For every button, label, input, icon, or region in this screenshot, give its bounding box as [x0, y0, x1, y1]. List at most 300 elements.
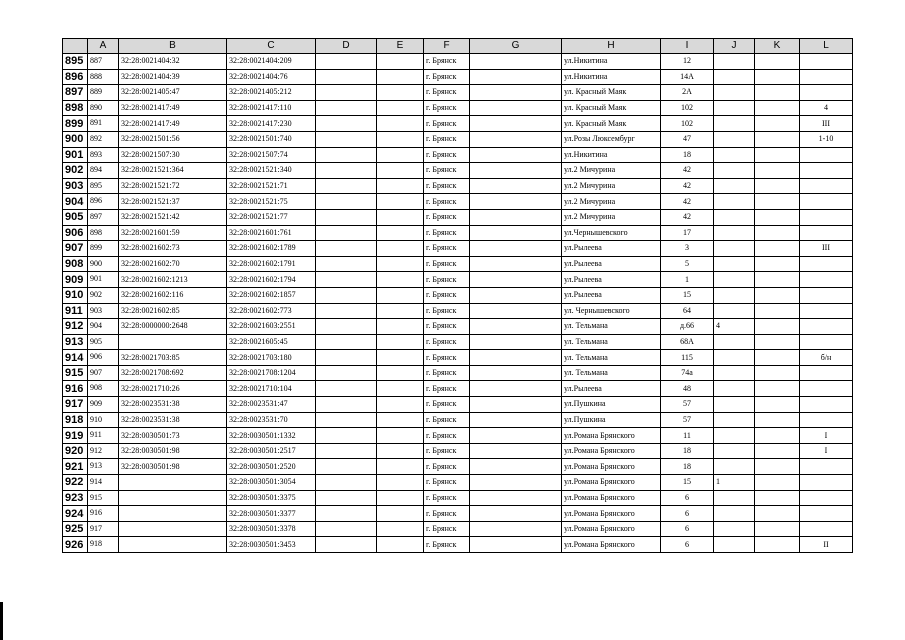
- row-number[interactable]: 903: [63, 178, 88, 194]
- cell-j[interactable]: [714, 459, 755, 475]
- column-header-f[interactable]: F: [424, 39, 470, 54]
- cell-h[interactable]: ул. Тельмана: [562, 319, 661, 335]
- cell-d[interactable]: [316, 85, 377, 101]
- cell-g[interactable]: [470, 100, 562, 116]
- cell-h[interactable]: ул.Рылеева: [562, 241, 661, 257]
- cell-a[interactable]: 888: [88, 69, 119, 85]
- cell-g[interactable]: [470, 397, 562, 413]
- row-number[interactable]: 921: [63, 459, 88, 475]
- cell-h[interactable]: ул.Пушкина: [562, 397, 661, 413]
- cell-l[interactable]: [800, 381, 853, 397]
- row-number[interactable]: 910: [63, 287, 88, 303]
- cell-i[interactable]: 12: [661, 54, 714, 70]
- cell-h[interactable]: ул.Рылеева: [562, 287, 661, 303]
- cell-e[interactable]: [377, 350, 424, 366]
- cell-l[interactable]: [800, 194, 853, 210]
- cell-j[interactable]: [714, 381, 755, 397]
- cell-j[interactable]: [714, 178, 755, 194]
- cell-f[interactable]: г. Брянск: [424, 178, 470, 194]
- cell-b[interactable]: [119, 334, 227, 350]
- cell-j[interactable]: [714, 256, 755, 272]
- cell-b[interactable]: 32:28:0021417:49: [119, 116, 227, 132]
- cell-b[interactable]: [119, 475, 227, 491]
- cell-d[interactable]: [316, 319, 377, 335]
- cell-l[interactable]: [800, 303, 853, 319]
- cell-g[interactable]: [470, 131, 562, 147]
- cell-f[interactable]: г. Брянск: [424, 131, 470, 147]
- cell-i[interactable]: 15: [661, 287, 714, 303]
- cell-k[interactable]: [755, 272, 800, 288]
- cell-e[interactable]: [377, 319, 424, 335]
- cell-j[interactable]: [714, 490, 755, 506]
- cell-a[interactable]: 906: [88, 350, 119, 366]
- cell-c[interactable]: 32:28:0021501:740: [227, 131, 316, 147]
- cell-i[interactable]: 57: [661, 412, 714, 428]
- column-header-k[interactable]: K: [755, 39, 800, 54]
- cell-a[interactable]: 908: [88, 381, 119, 397]
- cell-b[interactable]: 32:28:0021602:85: [119, 303, 227, 319]
- row-number[interactable]: 924: [63, 506, 88, 522]
- cell-j[interactable]: [714, 209, 755, 225]
- cell-i[interactable]: 48: [661, 381, 714, 397]
- cell-e[interactable]: [377, 194, 424, 210]
- cell-g[interactable]: [470, 178, 562, 194]
- cell-f[interactable]: г. Брянск: [424, 85, 470, 101]
- cell-g[interactable]: [470, 116, 562, 132]
- cell-d[interactable]: [316, 116, 377, 132]
- cell-j[interactable]: [714, 147, 755, 163]
- cell-a[interactable]: 889: [88, 85, 119, 101]
- column-header-j[interactable]: J: [714, 39, 755, 54]
- cell-b[interactable]: 32:28:0021521:72: [119, 178, 227, 194]
- cell-f[interactable]: г. Брянск: [424, 147, 470, 163]
- cell-h[interactable]: ул.Рылеева: [562, 256, 661, 272]
- cell-e[interactable]: [377, 241, 424, 257]
- row-number[interactable]: 918: [63, 412, 88, 428]
- cell-j[interactable]: 1: [714, 475, 755, 491]
- cell-g[interactable]: [470, 412, 562, 428]
- cell-l[interactable]: II: [800, 537, 853, 553]
- column-header-g[interactable]: G: [470, 39, 562, 54]
- column-header-i[interactable]: I: [661, 39, 714, 54]
- cell-a[interactable]: 891: [88, 116, 119, 132]
- cell-i[interactable]: д.66: [661, 319, 714, 335]
- cell-k[interactable]: [755, 225, 800, 241]
- cell-a[interactable]: 909: [88, 397, 119, 413]
- cell-g[interactable]: [470, 147, 562, 163]
- cell-i[interactable]: 68А: [661, 334, 714, 350]
- cell-h[interactable]: ул.Рылеева: [562, 272, 661, 288]
- cell-l[interactable]: [800, 69, 853, 85]
- cell-g[interactable]: [470, 365, 562, 381]
- cell-a[interactable]: 898: [88, 225, 119, 241]
- cell-j[interactable]: [714, 272, 755, 288]
- cell-l[interactable]: [800, 521, 853, 537]
- cell-d[interactable]: [316, 209, 377, 225]
- cell-k[interactable]: [755, 443, 800, 459]
- cell-a[interactable]: 914: [88, 475, 119, 491]
- cell-k[interactable]: [755, 100, 800, 116]
- cell-g[interactable]: [470, 319, 562, 335]
- cell-i[interactable]: 6: [661, 506, 714, 522]
- cell-c[interactable]: 32:28:0021521:77: [227, 209, 316, 225]
- cell-g[interactable]: [470, 334, 562, 350]
- cell-b[interactable]: 32:28:0021708:692: [119, 365, 227, 381]
- cell-j[interactable]: 4: [714, 319, 755, 335]
- cell-b[interactable]: 32:28:0021521:37: [119, 194, 227, 210]
- cell-l[interactable]: [800, 459, 853, 475]
- cell-i[interactable]: 3: [661, 241, 714, 257]
- cell-d[interactable]: [316, 241, 377, 257]
- cell-i[interactable]: 64: [661, 303, 714, 319]
- cell-i[interactable]: 42: [661, 209, 714, 225]
- cell-d[interactable]: [316, 131, 377, 147]
- cell-k[interactable]: [755, 412, 800, 428]
- cell-g[interactable]: [470, 209, 562, 225]
- cell-e[interactable]: [377, 365, 424, 381]
- cell-e[interactable]: [377, 381, 424, 397]
- cell-a[interactable]: 907: [88, 365, 119, 381]
- cell-f[interactable]: г. Брянск: [424, 381, 470, 397]
- cell-g[interactable]: [470, 287, 562, 303]
- cell-d[interactable]: [316, 178, 377, 194]
- cell-j[interactable]: [714, 428, 755, 444]
- cell-f[interactable]: г. Брянск: [424, 537, 470, 553]
- cell-d[interactable]: [316, 381, 377, 397]
- cell-j[interactable]: [714, 131, 755, 147]
- cell-b[interactable]: 32:28:0023531:38: [119, 412, 227, 428]
- cell-h[interactable]: ул.Романа Брянского: [562, 537, 661, 553]
- cell-c[interactable]: 32:28:0030501:3375: [227, 490, 316, 506]
- cell-e[interactable]: [377, 100, 424, 116]
- row-number[interactable]: 925: [63, 521, 88, 537]
- cell-a[interactable]: 917: [88, 521, 119, 537]
- cell-l[interactable]: [800, 506, 853, 522]
- column-header-l[interactable]: L: [800, 39, 853, 54]
- cell-i[interactable]: 11: [661, 428, 714, 444]
- column-header-b[interactable]: B: [119, 39, 227, 54]
- cell-b[interactable]: 32:28:0021521:364: [119, 163, 227, 179]
- cell-b[interactable]: [119, 490, 227, 506]
- cell-i[interactable]: 102: [661, 100, 714, 116]
- cell-k[interactable]: [755, 459, 800, 475]
- cell-f[interactable]: г. Брянск: [424, 163, 470, 179]
- cell-e[interactable]: [377, 303, 424, 319]
- row-number[interactable]: 897: [63, 85, 88, 101]
- cell-l[interactable]: [800, 334, 853, 350]
- cell-k[interactable]: [755, 319, 800, 335]
- cell-l[interactable]: [800, 225, 853, 241]
- cell-g[interactable]: [470, 537, 562, 553]
- cell-a[interactable]: 901: [88, 272, 119, 288]
- cell-a[interactable]: 899: [88, 241, 119, 257]
- cell-b[interactable]: [119, 506, 227, 522]
- row-number[interactable]: 926: [63, 537, 88, 553]
- cell-b[interactable]: 32:28:0021602:116: [119, 287, 227, 303]
- row-number[interactable]: 907: [63, 241, 88, 257]
- cell-k[interactable]: [755, 475, 800, 491]
- cell-a[interactable]: 905: [88, 334, 119, 350]
- cell-f[interactable]: г. Брянск: [424, 225, 470, 241]
- cell-g[interactable]: [470, 350, 562, 366]
- row-number[interactable]: 895: [63, 54, 88, 70]
- row-number[interactable]: 912: [63, 319, 88, 335]
- cell-l[interactable]: [800, 412, 853, 428]
- cell-h[interactable]: ул. Красный Маяк: [562, 100, 661, 116]
- cell-c[interactable]: 32:28:0023531:70: [227, 412, 316, 428]
- cell-d[interactable]: [316, 428, 377, 444]
- cell-b[interactable]: 32:28:0023531:38: [119, 397, 227, 413]
- cell-h[interactable]: ул.Пушкина: [562, 412, 661, 428]
- cell-c[interactable]: 32:28:0021404:209: [227, 54, 316, 70]
- cell-j[interactable]: [714, 116, 755, 132]
- cell-c[interactable]: 32:28:0021521:71: [227, 178, 316, 194]
- cell-b[interactable]: 32:28:0021507:30: [119, 147, 227, 163]
- cell-b[interactable]: 32:28:0021602:73: [119, 241, 227, 257]
- cell-l[interactable]: [800, 178, 853, 194]
- cell-h[interactable]: ул.Розы Люксембург: [562, 131, 661, 147]
- cell-h[interactable]: ул.Никитина: [562, 147, 661, 163]
- cell-l[interactable]: III: [800, 116, 853, 132]
- cell-b[interactable]: 32:28:0021601:59: [119, 225, 227, 241]
- cell-j[interactable]: [714, 365, 755, 381]
- cell-b[interactable]: 32:28:0021703:85: [119, 350, 227, 366]
- cell-h[interactable]: ул.2 Мичурина: [562, 178, 661, 194]
- cell-d[interactable]: [316, 194, 377, 210]
- cell-e[interactable]: [377, 147, 424, 163]
- cell-f[interactable]: г. Брянск: [424, 350, 470, 366]
- row-number[interactable]: 909: [63, 272, 88, 288]
- cell-i[interactable]: 15: [661, 475, 714, 491]
- cell-i[interactable]: 115: [661, 350, 714, 366]
- cell-l[interactable]: [800, 287, 853, 303]
- cell-g[interactable]: [470, 381, 562, 397]
- cell-l[interactable]: [800, 209, 853, 225]
- cell-b[interactable]: 32:28:0021602:70: [119, 256, 227, 272]
- cell-e[interactable]: [377, 287, 424, 303]
- cell-b[interactable]: 32:28:0030501:98: [119, 459, 227, 475]
- column-header-a[interactable]: A: [88, 39, 119, 54]
- cell-i[interactable]: 2А: [661, 85, 714, 101]
- cell-f[interactable]: г. Брянск: [424, 334, 470, 350]
- cell-l[interactable]: [800, 163, 853, 179]
- cell-j[interactable]: [714, 194, 755, 210]
- cell-j[interactable]: [714, 334, 755, 350]
- cell-h[interactable]: ул.Рылеева: [562, 381, 661, 397]
- cell-a[interactable]: 913: [88, 459, 119, 475]
- cell-a[interactable]: 918: [88, 537, 119, 553]
- cell-j[interactable]: [714, 521, 755, 537]
- cell-c[interactable]: 32:28:0030501:3378: [227, 521, 316, 537]
- cell-d[interactable]: [316, 334, 377, 350]
- cell-d[interactable]: [316, 443, 377, 459]
- cell-g[interactable]: [470, 194, 562, 210]
- cell-d[interactable]: [316, 256, 377, 272]
- cell-k[interactable]: [755, 178, 800, 194]
- row-number[interactable]: 898: [63, 100, 88, 116]
- cell-i[interactable]: 57: [661, 397, 714, 413]
- cell-k[interactable]: [755, 365, 800, 381]
- row-number[interactable]: 911: [63, 303, 88, 319]
- cell-f[interactable]: г. Брянск: [424, 241, 470, 257]
- cell-b[interactable]: [119, 537, 227, 553]
- cell-k[interactable]: [755, 428, 800, 444]
- cell-k[interactable]: [755, 241, 800, 257]
- cell-e[interactable]: [377, 443, 424, 459]
- cell-e[interactable]: [377, 256, 424, 272]
- column-header-c[interactable]: C: [227, 39, 316, 54]
- cell-j[interactable]: [714, 287, 755, 303]
- cell-d[interactable]: [316, 506, 377, 522]
- cell-l[interactable]: 4: [800, 100, 853, 116]
- cell-f[interactable]: г. Брянск: [424, 319, 470, 335]
- cell-k[interactable]: [755, 397, 800, 413]
- cell-i[interactable]: 42: [661, 194, 714, 210]
- cell-k[interactable]: [755, 334, 800, 350]
- cell-i[interactable]: 6: [661, 490, 714, 506]
- cell-c[interactable]: 32:28:0030501:3377: [227, 506, 316, 522]
- cell-d[interactable]: [316, 365, 377, 381]
- cell-k[interactable]: [755, 163, 800, 179]
- cell-k[interactable]: [755, 287, 800, 303]
- cell-j[interactable]: [714, 163, 755, 179]
- row-number[interactable]: 920: [63, 443, 88, 459]
- cell-j[interactable]: [714, 241, 755, 257]
- cell-e[interactable]: [377, 459, 424, 475]
- cell-g[interactable]: [470, 303, 562, 319]
- cell-h[interactable]: ул.2 Мичурина: [562, 209, 661, 225]
- cell-f[interactable]: г. Брянск: [424, 272, 470, 288]
- cell-a[interactable]: 904: [88, 319, 119, 335]
- cell-a[interactable]: 895: [88, 178, 119, 194]
- cell-f[interactable]: г. Брянск: [424, 475, 470, 491]
- cell-l[interactable]: [800, 319, 853, 335]
- cell-c[interactable]: 32:28:0023531:47: [227, 397, 316, 413]
- cell-d[interactable]: [316, 147, 377, 163]
- cell-c[interactable]: 32:28:0021507:74: [227, 147, 316, 163]
- cell-k[interactable]: [755, 521, 800, 537]
- cell-h[interactable]: ул.Романа Брянского: [562, 506, 661, 522]
- cell-k[interactable]: [755, 350, 800, 366]
- cell-e[interactable]: [377, 85, 424, 101]
- row-number[interactable]: 899: [63, 116, 88, 132]
- cell-e[interactable]: [377, 521, 424, 537]
- cell-d[interactable]: [316, 412, 377, 428]
- cell-g[interactable]: [470, 163, 562, 179]
- cell-l[interactable]: [800, 272, 853, 288]
- cell-j[interactable]: [714, 537, 755, 553]
- cell-b[interactable]: 32:28:0021404:39: [119, 69, 227, 85]
- row-number[interactable]: 915: [63, 365, 88, 381]
- cell-b[interactable]: 32:28:0021602:1213: [119, 272, 227, 288]
- cell-j[interactable]: [714, 100, 755, 116]
- cell-g[interactable]: [470, 506, 562, 522]
- row-number[interactable]: 919: [63, 428, 88, 444]
- cell-e[interactable]: [377, 412, 424, 428]
- cell-k[interactable]: [755, 54, 800, 70]
- cell-f[interactable]: г. Брянск: [424, 412, 470, 428]
- cell-f[interactable]: г. Брянск: [424, 100, 470, 116]
- cell-d[interactable]: [316, 225, 377, 241]
- cell-a[interactable]: 903: [88, 303, 119, 319]
- cell-i[interactable]: 14А: [661, 69, 714, 85]
- cell-a[interactable]: 911: [88, 428, 119, 444]
- cell-a[interactable]: 915: [88, 490, 119, 506]
- cell-k[interactable]: [755, 116, 800, 132]
- cell-e[interactable]: [377, 163, 424, 179]
- cell-d[interactable]: [316, 475, 377, 491]
- cell-c[interactable]: 32:28:0021521:75: [227, 194, 316, 210]
- cell-l[interactable]: [800, 85, 853, 101]
- cell-k[interactable]: [755, 69, 800, 85]
- row-number[interactable]: 916: [63, 381, 88, 397]
- cell-e[interactable]: [377, 116, 424, 132]
- cell-a[interactable]: 910: [88, 412, 119, 428]
- cell-e[interactable]: [377, 54, 424, 70]
- cell-f[interactable]: г. Брянск: [424, 490, 470, 506]
- cell-h[interactable]: ул. Красный Маяк: [562, 85, 661, 101]
- cell-d[interactable]: [316, 163, 377, 179]
- cell-k[interactable]: [755, 194, 800, 210]
- cell-g[interactable]: [470, 256, 562, 272]
- row-number[interactable]: 922: [63, 475, 88, 491]
- cell-l[interactable]: [800, 365, 853, 381]
- cell-f[interactable]: г. Брянск: [424, 194, 470, 210]
- row-number[interactable]: 896: [63, 69, 88, 85]
- cell-h[interactable]: ул.Романа Брянского: [562, 521, 661, 537]
- cell-g[interactable]: [470, 54, 562, 70]
- cell-e[interactable]: [377, 428, 424, 444]
- cell-i[interactable]: 6: [661, 521, 714, 537]
- row-number[interactable]: 904: [63, 194, 88, 210]
- cell-i[interactable]: 47: [661, 131, 714, 147]
- cell-a[interactable]: 893: [88, 147, 119, 163]
- cell-f[interactable]: г. Брянск: [424, 303, 470, 319]
- cell-c[interactable]: 32:28:0021417:230: [227, 116, 316, 132]
- row-number[interactable]: 900: [63, 131, 88, 147]
- cell-f[interactable]: г. Брянск: [424, 69, 470, 85]
- cell-e[interactable]: [377, 272, 424, 288]
- cell-d[interactable]: [316, 521, 377, 537]
- cell-i[interactable]: 18: [661, 443, 714, 459]
- cell-c[interactable]: 32:28:0021405:212: [227, 85, 316, 101]
- cell-j[interactable]: [714, 443, 755, 459]
- cell-h[interactable]: ул. Тельмана: [562, 365, 661, 381]
- row-number[interactable]: 923: [63, 490, 88, 506]
- cell-h[interactable]: ул.Романа Брянского: [562, 459, 661, 475]
- cell-c[interactable]: 32:28:0021602:773: [227, 303, 316, 319]
- cell-l[interactable]: I: [800, 428, 853, 444]
- cell-c[interactable]: 32:28:0021602:1791: [227, 256, 316, 272]
- cell-h[interactable]: ул.Никитина: [562, 69, 661, 85]
- cell-g[interactable]: [470, 85, 562, 101]
- cell-c[interactable]: 32:28:0021417:110: [227, 100, 316, 116]
- cell-f[interactable]: г. Брянск: [424, 116, 470, 132]
- row-number[interactable]: 914: [63, 350, 88, 366]
- cell-l[interactable]: [800, 54, 853, 70]
- cell-l[interactable]: I: [800, 443, 853, 459]
- cell-c[interactable]: 32:28:0030501:2517: [227, 443, 316, 459]
- cell-i[interactable]: 18: [661, 147, 714, 163]
- cell-g[interactable]: [470, 459, 562, 475]
- cell-a[interactable]: 894: [88, 163, 119, 179]
- cell-j[interactable]: [714, 69, 755, 85]
- cell-a[interactable]: 890: [88, 100, 119, 116]
- cell-j[interactable]: [714, 225, 755, 241]
- cell-i[interactable]: 74а: [661, 365, 714, 381]
- cell-d[interactable]: [316, 537, 377, 553]
- cell-i[interactable]: 42: [661, 178, 714, 194]
